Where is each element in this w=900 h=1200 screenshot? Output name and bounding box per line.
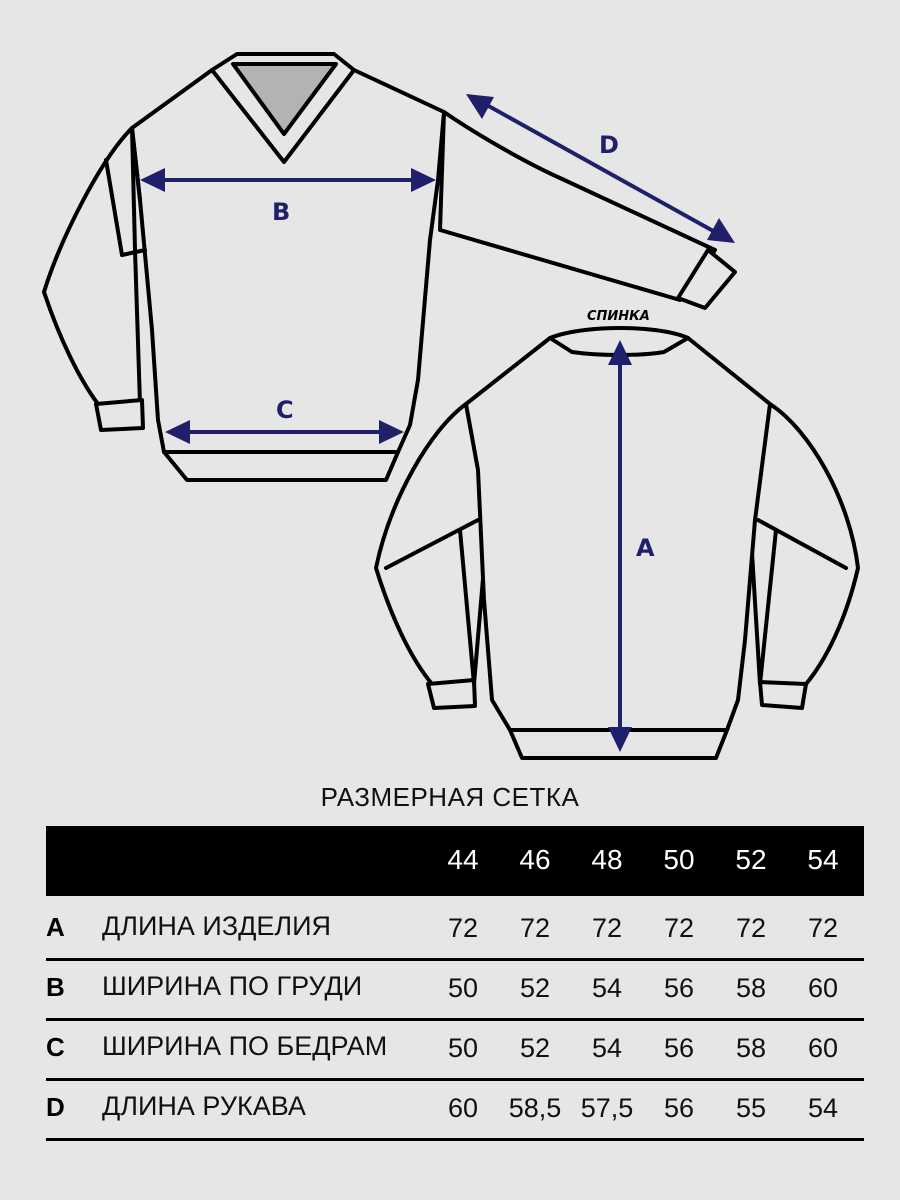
row-value: 50 (447, 1033, 479, 1063)
row-value: 56 (663, 973, 695, 1003)
back-left-cuff (428, 680, 475, 708)
back-view-label: СПИНКА (587, 309, 650, 324)
table-row-b (46, 958, 864, 1021)
size-header-row (46, 826, 864, 896)
size-52: 52 (735, 844, 767, 875)
row-value: 58,5 (508, 1093, 562, 1123)
row-value: 54 (807, 1093, 839, 1123)
row-value: 56 (663, 1033, 695, 1063)
row-value: 58 (735, 1033, 767, 1063)
row-value: 52 (519, 1033, 551, 1063)
row-name: ШИРИНА ПО ГРУДИ (102, 971, 363, 1001)
row-value: 72 (663, 913, 695, 943)
row-value: 60 (447, 1093, 479, 1123)
row-value: 60 (807, 1033, 839, 1063)
size-46: 46 (519, 844, 551, 875)
row-value: 72 (807, 913, 839, 943)
size-44: 44 (447, 844, 479, 875)
front-left-sleeve (44, 128, 140, 404)
front-left-cuff (96, 400, 143, 430)
table-row-a (46, 898, 864, 961)
row-value: 56 (663, 1093, 695, 1123)
row-letter: B (46, 972, 65, 1002)
front-right-sleeve (440, 112, 715, 300)
row-value: 72 (735, 913, 767, 943)
row-value: 57,5 (580, 1093, 634, 1123)
label-a: A (636, 534, 655, 562)
size-chart-title: РАЗМЕРНАЯ СЕТКА (320, 782, 580, 812)
row-name: ШИРИНА ПО БЕДРАМ (102, 1031, 388, 1061)
row-value: 72 (447, 913, 479, 943)
row-value: 60 (807, 973, 839, 1003)
row-value: 58 (735, 973, 767, 1003)
row-value: 54 (591, 973, 623, 1003)
size-48: 48 (591, 844, 623, 875)
row-value: 50 (447, 973, 479, 1003)
size-54: 54 (807, 844, 839, 875)
row-letter: A (46, 912, 65, 942)
size-50: 50 (663, 844, 695, 875)
row-value: 72 (591, 913, 623, 943)
row-value: 54 (591, 1033, 623, 1063)
row-letter: C (46, 1032, 65, 1062)
label-d: D (599, 131, 619, 159)
label-b: B (272, 198, 291, 226)
row-value: 55 (735, 1093, 767, 1123)
back-sweater (376, 328, 858, 758)
front-hem (164, 452, 398, 480)
table-row-d (46, 1078, 864, 1141)
label-c: C (276, 396, 294, 424)
row-value: 52 (519, 973, 551, 1003)
row-letter: D (46, 1092, 65, 1122)
table-row-c (46, 1018, 864, 1081)
back-right-cuff (760, 682, 806, 708)
row-name: ДЛИНА РУКАВА (102, 1091, 306, 1121)
row-value: 72 (519, 913, 551, 943)
row-name: ДЛИНА ИЗДЕЛИЯ (102, 911, 332, 941)
